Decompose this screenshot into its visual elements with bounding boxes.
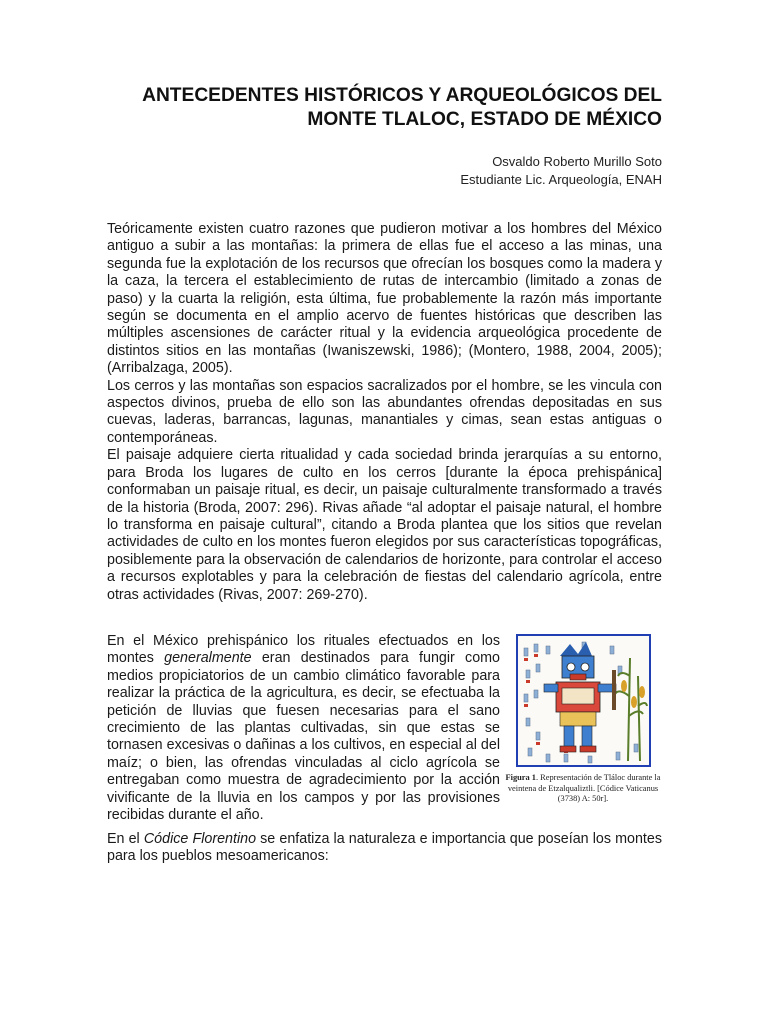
- paragraph-4-end: eran destinados para fungir como medios propiciatorios de un cambio climático favorable para realizar la práctica de la agricultura, es decir, se efectuaba la petición de lluvias que fuesen necesarias para el sano crecimiento de las plantas cultivadas, sin que estas se tornasen excesivas o dañinas a los cultivos, en especial al del maíz; o bien, las ofrendas vinculadas al ciclo agrícola se entregaban como muestra de agradecimiento por la acción vivificante de la lluvia en los campos y por las provisiones recibidas durante el año.: [107, 650, 501, 824]
- paragraph-3: El paisaje adquiere cierta ritualidad y cada sociedad brinda jerarquías a su entorno, para Broda los lugares de culto en los cerros [durante la época prehispánica] conformaban un paisaje ritual, es decir, un paisaje culturalmente transformado a través de la historia (Broda, 2007: 296). Rivas añade “al adoptar el paisaje natural, el hombre lo transforma en paisaje cultural”, citando a Broda plantea que los sitios que revelan actividades de culto en los montes fueron elegidos por sus características topográficas, posiblemente para la observación de calendarios de horizonte, para controlar el acceso a recursos explotables y para la celebración de fiestas del calendario agrícola, entre otras actividades (Rivas, 2007: 269-270).: [107, 447, 662, 603]
- figure-caption-text: . Representación de Tláloc durante la veintena de Etzalqualiztli. [Códice Vaticanus (3738) A: 50r].: [507, 773, 661, 803]
- paragraph-4-emphasis: generalmente: [164, 650, 252, 667]
- author-name: Osvaldo Roberto Murillo Soto: [492, 154, 662, 169]
- title-line-2: MONTE TLALOC, ESTADO DE MÉXICO: [307, 109, 662, 130]
- title-line-1: ANTECEDENTES HISTÓRICOS Y ARQUEOLÓGICOS DEL: [142, 85, 662, 106]
- paragraph-4-start: En el México prehispánico los rituales efectuados en los montes: [107, 633, 500, 667]
- figure-caption: [498, 773, 668, 805]
- author-block: [300, 153, 662, 189]
- paragraph-5: [107, 831, 662, 866]
- figure-caption-label: Figura 1: [505, 773, 536, 782]
- document-title: [100, 84, 662, 132]
- paragraph-5-end: se enfatiza la naturaleza e importancia que poseían los montes para los pueblos mesoamericanos:: [107, 831, 662, 865]
- paragraph-1: Teóricamente existen cuatro razones que pudieron motivar a los hombres del México antiguo a subir a las montañas: la primera de ellas fue el acceso a las minas, una segunda fue la explotación de los recursos que ofrecían los bosques como la madera y la caza, la tercera el establecimiento de rutas de intercambio (limitado a zonas de paso) y la cuarta la religión, esta última, fue probablemente la razón más importante según se documenta en el amplio acervo de fuentes históricas que describen las múltiples ascensiones de carácter ritual y la evidencia arqueológica procedente de distintos sitios en las montañas (Iwaniszewski, 1986); (Montero, 1988, 2004, 2005); (Arribalzaga, 2005).: [107, 221, 662, 377]
- tlaloc-codex-illustration: [518, 636, 649, 765]
- paragraph-5-block: [107, 831, 662, 866]
- paragraph-2: Los cerros y las montañas son espacios sacralizados por el hombre, se les vincula con aspectos divinos, prueba de ello son las abundantes ofrendas depositadas en sus cuevas, laderas, barrancas, lagunas, manantiales y cimas, sean estas antiguas o contemporáneas.: [107, 377, 662, 446]
- paragraph-4-block: [107, 633, 500, 824]
- author-affiliation: Estudiante Lic. Arqueología, ENAH: [460, 172, 662, 187]
- figure-tlaloc-image: [516, 634, 651, 767]
- paragraph-5-start: En el: [107, 831, 144, 847]
- body-text: [107, 221, 662, 604]
- paragraph-4: [107, 633, 500, 824]
- paragraph-5-emphasis: Códice Florentino: [143, 831, 257, 847]
